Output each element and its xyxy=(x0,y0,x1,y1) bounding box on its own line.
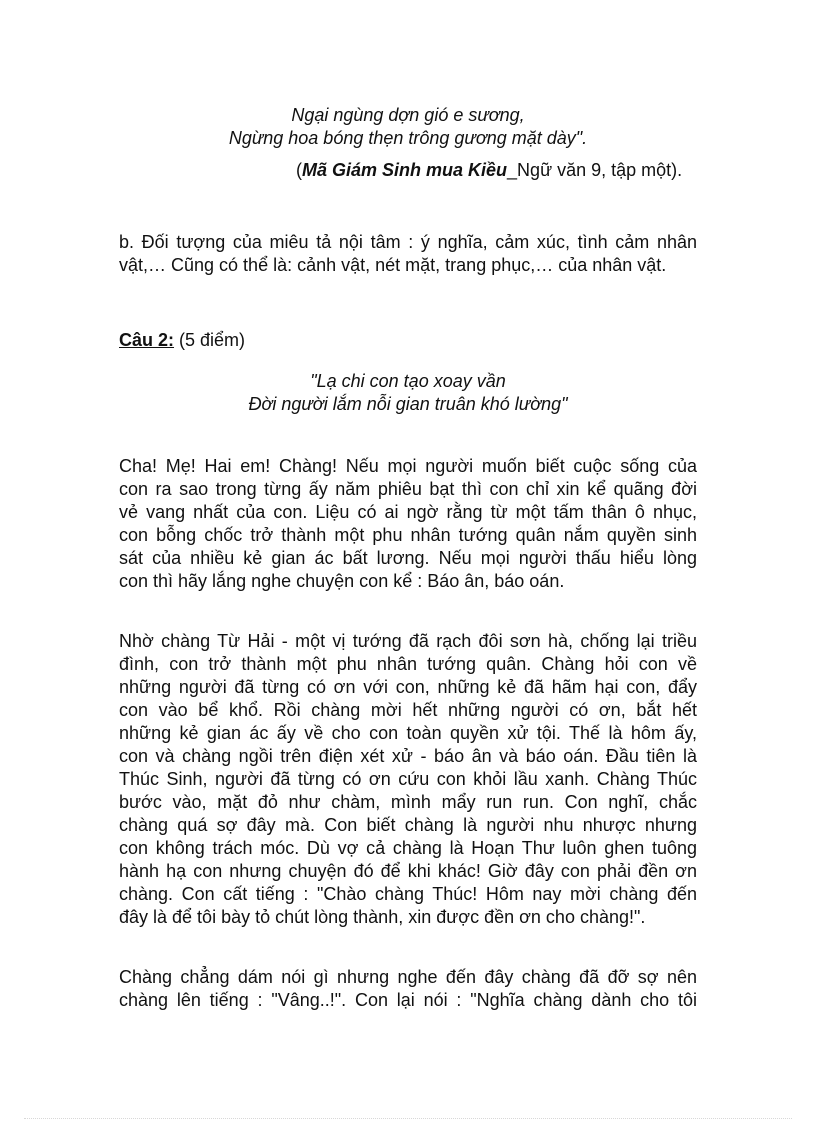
question-2-label: Câu 2: xyxy=(119,330,175,350)
paragraph-line: con và chàng ngồi trên điện xét xử - báo ân và báo oán. Đầu tiên là xyxy=(119,746,697,766)
poem1-source xyxy=(296,159,682,182)
paragraph-line: con bỗng chốc trở thành một phu nhân tướng quân nắm quyền sinh xyxy=(119,525,697,545)
poem1-line1: Ngại ngùng dợn gió e sương, xyxy=(291,105,525,125)
paragraph-line: Cha! Mẹ! Hai em! Chàng! Nếu mọi người muốn biết cuộc sống của xyxy=(119,456,697,476)
source-open-paren: ( xyxy=(296,160,302,180)
question-2-heading xyxy=(119,329,245,352)
paragraph-line: sát của nhiều kẻ gian ác bất lương. Nếu mọi người thấu hiểu lòng xyxy=(119,548,697,568)
paragraph-line: con vào bể khổ. Rồi chàng mời hết những người có ơn, bắt hết xyxy=(119,700,697,720)
paragraph-line: chàng lên tiếng : "Vâng..!". Con lại nói : "Nghĩa chàng dành cho tôi xyxy=(119,990,697,1010)
paragraph-line: những người đã từng có ơn với con, những kẻ đã hãm hại con, đẩy xyxy=(119,677,697,697)
paragraph-2 xyxy=(119,630,697,929)
paragraph-line: con không trách móc. Dù vợ cả chàng là Hoạn Thư luôn ghen tuông xyxy=(119,838,697,858)
paragraph-line: đình, con trở thành một phu nhân tướng quân. Chàng hỏi con về xyxy=(119,654,697,674)
source-rest: _Ngữ văn 9, tập một). xyxy=(507,160,683,180)
page-bottom-border xyxy=(24,1118,792,1119)
paragraph-line: bước vào, mặt đỏ như chàm, mình mẩy run run. Con nghĩ, chắc xyxy=(119,792,697,812)
source-title: Mã Giám Sinh mua Kiều xyxy=(302,160,508,180)
section-b-line: vật,… Cũng có thể là: cảnh vật, nét mặt, trang phục,… của nhân vật. xyxy=(119,255,667,275)
paragraph-line: Nhờ chàng Từ Hải - một vị tướng đã rạch đôi sơn hà, chống lại triều xyxy=(119,631,697,651)
paragraph-line: con ra sao trong từng ấy năm phiêu bạt thì con chỉ xin kể quãng đời xyxy=(119,479,697,499)
paragraph-line: đây là để tôi bày tỏ chút lòng thành, xin được đền ơn cho chàng!". xyxy=(119,907,646,927)
paragraph-line: vẻ vang nhất của con. Liệu có ai ngờ rằng từ một tấm thân ô nhục, xyxy=(119,502,697,522)
paragraph-line: những kẻ gian ác ấy về cho con toàn quyền xử tội. Thế là hôm ấy, xyxy=(119,723,697,743)
paragraph-line: chàng quá sợ đây mà. Con biết chàng là người nhu nhược nhưng xyxy=(119,815,697,835)
paragraph-line: hành hạ con nhưng chuyện đó để khi khác! Giờ đây con phải đền ơn xyxy=(119,861,697,881)
paragraph-line: chàng. Con cất tiếng : "Chào chàng Thúc! Hôm nay mời chàng đến xyxy=(119,884,697,904)
paragraph-3 xyxy=(119,966,697,1012)
question-2-points: (5 điểm) xyxy=(174,330,246,350)
paragraph-line: Chàng chẳng dám nói gì nhưng nghe đến đây chàng đã đỡ sợ nên xyxy=(119,967,697,987)
poem1-line2: Ngừng hoa bóng thẹn trông gương mặt dày". xyxy=(228,128,588,148)
paragraph-line: con thì hãy lắng nghe chuyện con kể : Báo ân, báo oán. xyxy=(119,571,565,591)
poem2-line2: Đời người lắm nỗi gian truân khó lường" xyxy=(248,394,568,414)
poem2-line1: "Lạ chi con tạo xoay vần xyxy=(310,371,506,391)
paragraph-line: Thúc Sinh, người đã từng có ơn cứu con khỏi lầu xanh. Chàng Thúc xyxy=(119,769,697,789)
section-b-line: b. Đối tượng của miêu tả nội tâm : ý nghĩa, cảm xúc, tình cảm nhân xyxy=(119,232,697,252)
paragraph-1 xyxy=(119,455,697,593)
section-b-paragraph xyxy=(119,231,697,277)
